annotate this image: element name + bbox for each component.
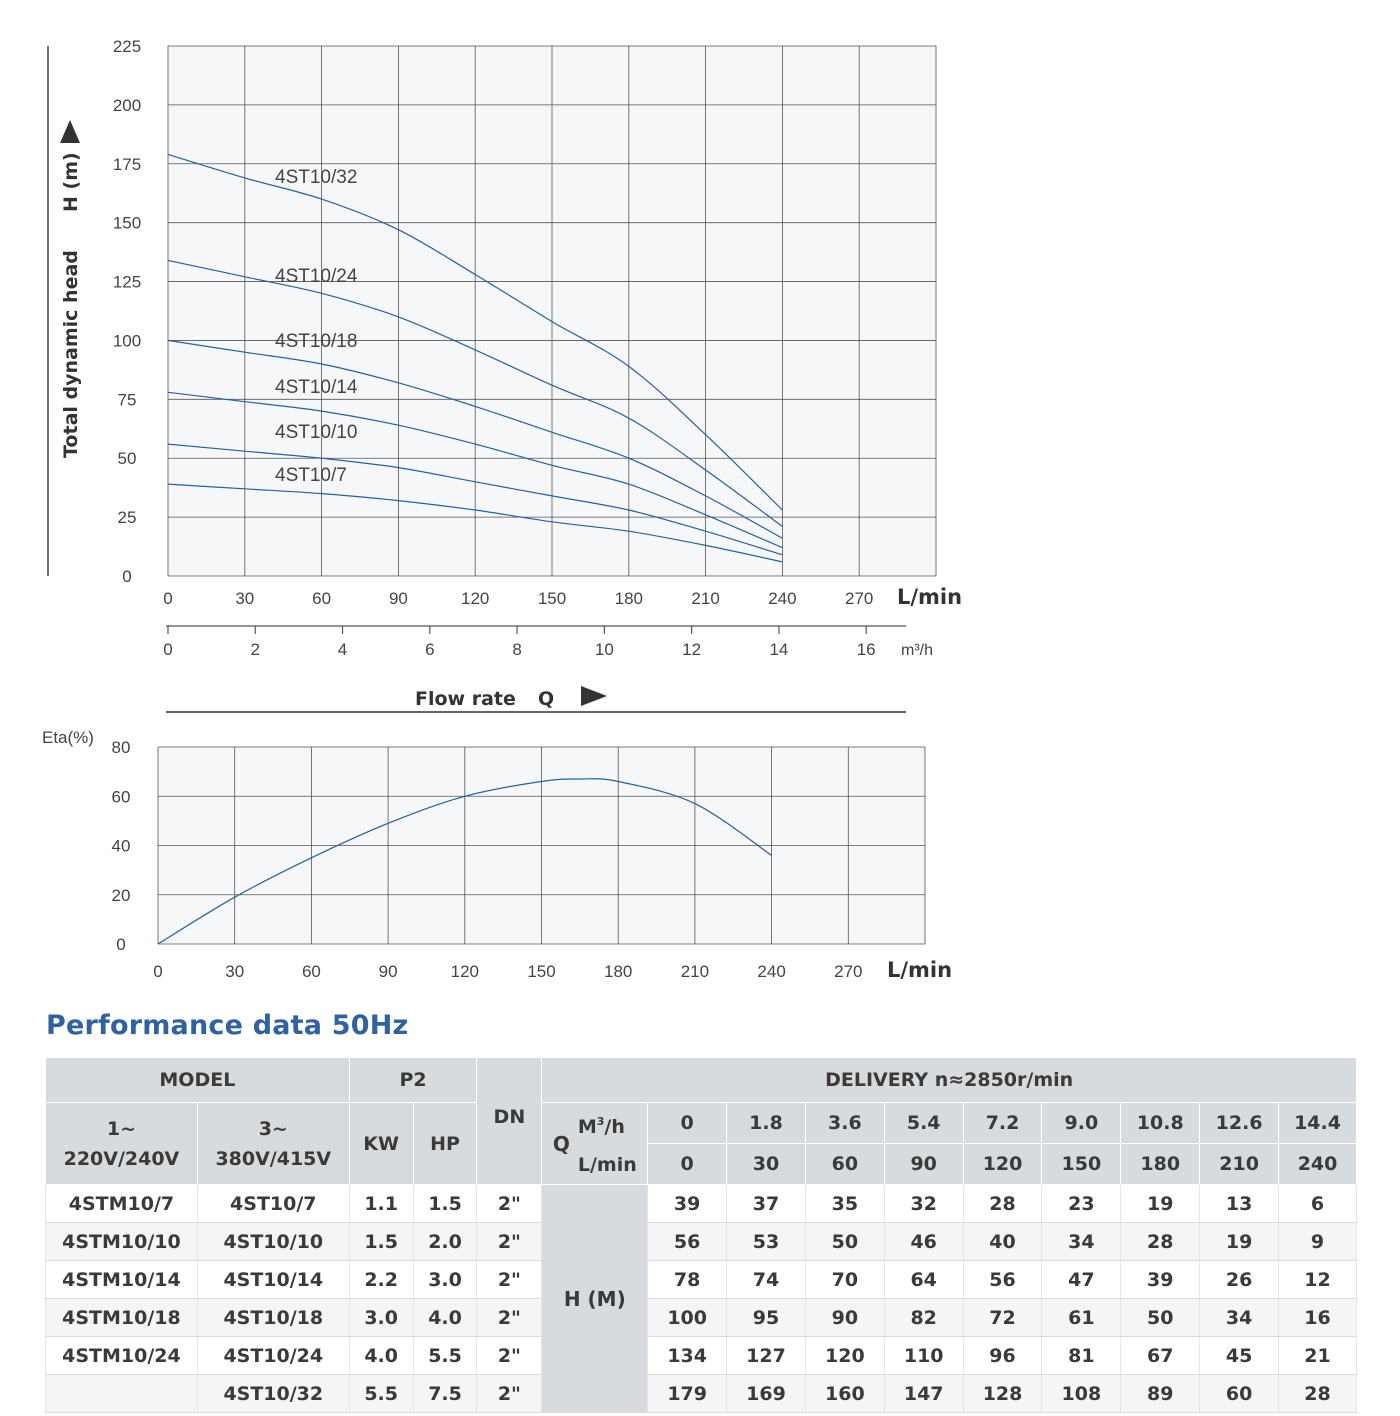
x-tick-label: 270 — [845, 589, 874, 608]
m3h-value: 9.0 — [1042, 1103, 1121, 1144]
head-value: 89 — [1121, 1375, 1200, 1413]
head-value: 40 — [963, 1223, 1042, 1261]
secondary-tick-label: 8 — [512, 640, 522, 659]
series-label: 4ST10/32 — [275, 167, 358, 188]
head-value: 56 — [648, 1223, 727, 1261]
head-value: 128 — [963, 1375, 1042, 1413]
model-3phase: 4ST10/18 — [197, 1299, 349, 1337]
secondary-axis-label: m³/h — [901, 642, 933, 659]
m3h-unit-label: $M^3/h$ — [577, 1115, 625, 1138]
head-value: 70 — [805, 1261, 884, 1299]
power-hp: 2.0 — [413, 1223, 477, 1261]
outlet-dn: 2" — [477, 1185, 542, 1223]
m3h-value: 1.8 — [727, 1103, 806, 1144]
lmin-value: 30 — [727, 1144, 806, 1185]
secondary-tick-label: 6 — [425, 640, 435, 659]
y-tick-label: 125 — [112, 272, 142, 292]
power-hp: 3.0 — [413, 1261, 477, 1299]
head-value: 110 — [884, 1337, 963, 1375]
head-value: 19 — [1200, 1223, 1279, 1261]
series-label: 4ST10/24 — [275, 266, 358, 287]
head-value: 47 — [1042, 1261, 1121, 1299]
lmin-value: 90 — [884, 1144, 963, 1185]
lmin-value: 150 — [1042, 1144, 1121, 1185]
phase3-voltage: 380V/415V — [215, 1147, 332, 1170]
hp-header: HP — [413, 1103, 477, 1185]
outlet-dn: 2" — [477, 1261, 542, 1299]
power-kw: 1.1 — [349, 1185, 413, 1223]
head-value: 95 — [727, 1299, 806, 1337]
y-tick-label: 50 — [117, 449, 137, 469]
y-tick-label: 60 — [111, 787, 131, 807]
x-tick-label: 30 — [225, 962, 245, 981]
head-value: 160 — [805, 1375, 884, 1413]
secondary-tick-label: 14 — [769, 640, 789, 659]
x-tick-label: 240 — [757, 962, 786, 981]
y-tick-label: 25 — [117, 508, 137, 528]
x-tick-label: 90 — [378, 962, 398, 981]
head-value: 45 — [1200, 1337, 1279, 1375]
head-value: 67 — [1121, 1337, 1200, 1375]
x-axis-label: L/min — [887, 958, 953, 982]
head-value: 108 — [1042, 1375, 1121, 1413]
y-tick-label: 100 — [112, 331, 142, 351]
head-value: 96 — [963, 1337, 1042, 1375]
head-value: 32 — [884, 1185, 963, 1223]
secondary-tick-label: 12 — [682, 640, 702, 659]
phase3-label: 3~ — [258, 1117, 288, 1140]
outlet-dn: 2" — [477, 1375, 542, 1413]
power-kw: 1.5 — [349, 1223, 413, 1261]
head-value: 13 — [1200, 1185, 1279, 1223]
head-value: 28 — [1121, 1223, 1200, 1261]
phase1-label: 1~ — [106, 1117, 136, 1140]
head-value: 169 — [727, 1375, 806, 1413]
kw-header: KW — [349, 1103, 413, 1185]
series-label: 4ST10/18 — [275, 331, 358, 352]
model-1phase — [46, 1375, 198, 1413]
m3h-value: 14.4 — [1279, 1103, 1357, 1144]
lmin-unit-label: L/min — [577, 1154, 637, 1176]
y-tick-label: 225 — [112, 37, 142, 56]
m3h-value: 7.2 — [963, 1103, 1042, 1144]
power-kw: 4.0 — [349, 1337, 413, 1375]
model-1phase: 4STM10/7 — [46, 1185, 198, 1223]
x-tick-label: 0 — [163, 589, 173, 608]
m3h-value: 12.6 — [1200, 1103, 1279, 1144]
head-value: 21 — [1279, 1337, 1357, 1375]
x-tick-label: 0 — [153, 962, 163, 981]
x-tick-label: 150 — [537, 589, 567, 608]
head-value: 64 — [884, 1261, 963, 1299]
y-tick-label: 40 — [111, 836, 131, 856]
performance-table — [45, 1057, 1357, 1413]
x-tick-label: 270 — [834, 962, 863, 981]
secondary-tick-label: 0 — [163, 640, 173, 659]
head-value: 50 — [805, 1223, 884, 1261]
lmin-value: 0 — [648, 1144, 727, 1185]
head-value: 34 — [1042, 1223, 1121, 1261]
head-value: 127 — [727, 1337, 806, 1375]
model-header: MODEL — [46, 1058, 350, 1103]
x-tick-label: 60 — [312, 589, 332, 608]
y-tick-label: 0 — [116, 935, 126, 954]
y-tick-label: 20 — [111, 885, 131, 905]
y-axis-unit: H (m) — [60, 152, 82, 212]
head-curve-chart — [48, 37, 962, 712]
y-tick-label: 175 — [112, 154, 142, 174]
model-1phase: 4STM10/14 — [46, 1261, 198, 1299]
m3h-value: 0 — [648, 1103, 727, 1144]
y-tick-label: 150 — [112, 213, 142, 233]
head-value: 74 — [727, 1261, 806, 1299]
head-value: 56 — [963, 1261, 1042, 1299]
head-value: 26 — [1200, 1261, 1279, 1299]
section-title: Performance data 50Hz — [46, 1010, 409, 1041]
head-value: 120 — [805, 1337, 884, 1375]
x-tick-label: 210 — [691, 589, 720, 608]
head-value: 179 — [648, 1375, 727, 1413]
power-hp: 4.0 — [413, 1299, 477, 1337]
q-unit-header — [542, 1103, 648, 1185]
head-value: 50 — [1121, 1299, 1200, 1337]
outlet-dn: 2" — [477, 1223, 542, 1261]
m3h-value: 3.6 — [805, 1103, 884, 1144]
x-tick-label: 120 — [461, 589, 490, 608]
y-tick-label: 200 — [112, 95, 142, 115]
outlet-dn: 2" — [477, 1299, 542, 1337]
x-tick-label: 180 — [604, 962, 633, 981]
series-label: 4ST10/10 — [275, 422, 358, 443]
head-value: 34 — [1200, 1299, 1279, 1337]
power-hp: 1.5 — [413, 1185, 477, 1223]
secondary-tick-label: 10 — [594, 640, 614, 659]
x-tick-label: 180 — [614, 589, 643, 608]
x-tick-label: 30 — [235, 589, 255, 608]
head-value: 46 — [884, 1223, 963, 1261]
head-value: 16 — [1279, 1299, 1357, 1337]
head-value: 78 — [648, 1261, 727, 1299]
flow-rate-label: Flow rate — [415, 688, 516, 710]
x-tick-label: 120 — [450, 962, 479, 981]
head-value: 6 — [1279, 1185, 1357, 1223]
head-value: 61 — [1042, 1299, 1121, 1337]
head-value: 53 — [727, 1223, 806, 1261]
y-axis-title: Total dynamic head — [60, 250, 82, 458]
head-value: 23 — [1042, 1185, 1121, 1223]
head-value: 35 — [805, 1185, 884, 1223]
x-tick-label: 150 — [527, 962, 556, 981]
y-tick-label: 75 — [117, 390, 137, 410]
lmin-value: 120 — [963, 1144, 1042, 1185]
head-value: 134 — [648, 1337, 727, 1375]
dn-header: DN — [477, 1058, 542, 1185]
lmin-value: 60 — [805, 1144, 884, 1185]
x-axis-label: L/min — [897, 585, 963, 609]
lmin-value: 240 — [1279, 1144, 1357, 1185]
m3h-value: 5.4 — [884, 1103, 963, 1144]
power-hp: 7.5 — [413, 1375, 477, 1413]
model-3phase: 4ST10/10 — [197, 1223, 349, 1261]
power-hp: 5.5 — [413, 1337, 477, 1375]
model-1phase: 4STM10/18 — [46, 1299, 198, 1337]
flow-symbol: Q — [538, 688, 555, 710]
head-value: 147 — [884, 1375, 963, 1413]
outlet-dn: 2" — [477, 1337, 542, 1375]
secondary-tick-label: 16 — [856, 640, 876, 659]
x-tick-label: 210 — [680, 962, 710, 981]
head-value: 28 — [1279, 1375, 1357, 1413]
power-kw: 2.2 — [349, 1261, 413, 1299]
head-value: 28 — [963, 1185, 1042, 1223]
table-row — [46, 1185, 1357, 1223]
y-axis-label: Eta(%) — [42, 728, 94, 747]
lmin-value: 180 — [1121, 1144, 1200, 1185]
model-3phase: 4ST10/32 — [197, 1375, 349, 1413]
power-kw: 5.5 — [349, 1375, 413, 1413]
series-label: 4ST10/7 — [275, 465, 347, 486]
efficiency-chart — [42, 728, 952, 982]
table-row — [46, 1337, 1357, 1375]
x-tick-label: 60 — [301, 962, 321, 981]
p2-header: P2 — [349, 1058, 477, 1103]
m3h-value: 10.8 — [1121, 1103, 1200, 1144]
x-tick-label: 90 — [388, 589, 408, 608]
head-value: 81 — [1042, 1337, 1121, 1375]
arrow-right-icon — [581, 686, 607, 706]
head-value: 12 — [1279, 1261, 1357, 1299]
x-tick-label: 240 — [768, 589, 797, 608]
secondary-tick-label: 4 — [337, 640, 348, 659]
head-value: 37 — [727, 1185, 806, 1223]
y-tick-label: 0 — [122, 567, 132, 586]
delivery-header: DELIVERY n≈2850r/min — [542, 1058, 1357, 1103]
q-label: Q — [552, 1131, 570, 1156]
model-3phase: 4ST10/24 — [197, 1337, 349, 1375]
head-value: 39 — [648, 1185, 727, 1223]
secondary-tick-label: 2 — [250, 640, 261, 659]
phase3-header — [197, 1103, 349, 1185]
table-row — [46, 1261, 1357, 1299]
model-3phase: 4ST10/14 — [197, 1261, 349, 1299]
head-value: 72 — [963, 1299, 1042, 1337]
power-kw: 3.0 — [349, 1299, 413, 1337]
head-value: 60 — [1200, 1375, 1279, 1413]
arrow-up-icon — [60, 120, 80, 143]
series-label: 4ST10/14 — [275, 377, 358, 398]
table-row — [46, 1299, 1357, 1337]
model-1phase: 4STM10/10 — [46, 1223, 198, 1261]
head-value: 9 — [1279, 1223, 1357, 1261]
model-1phase: 4STM10/24 — [46, 1337, 198, 1375]
head-value: 39 — [1121, 1261, 1200, 1299]
head-value: 100 — [648, 1299, 727, 1337]
table-row — [46, 1375, 1357, 1413]
y-tick-label: 80 — [111, 738, 131, 757]
table-row — [46, 1223, 1357, 1261]
head-value: 19 — [1121, 1185, 1200, 1223]
lmin-value: 210 — [1200, 1144, 1279, 1185]
model-3phase: 4ST10/7 — [197, 1185, 349, 1223]
head-label: H (M) — [542, 1185, 648, 1413]
head-value: 90 — [805, 1299, 884, 1337]
phase1-header — [46, 1103, 198, 1185]
phase1-voltage: 220V/240V — [63, 1147, 180, 1170]
head-value: 82 — [884, 1299, 963, 1337]
